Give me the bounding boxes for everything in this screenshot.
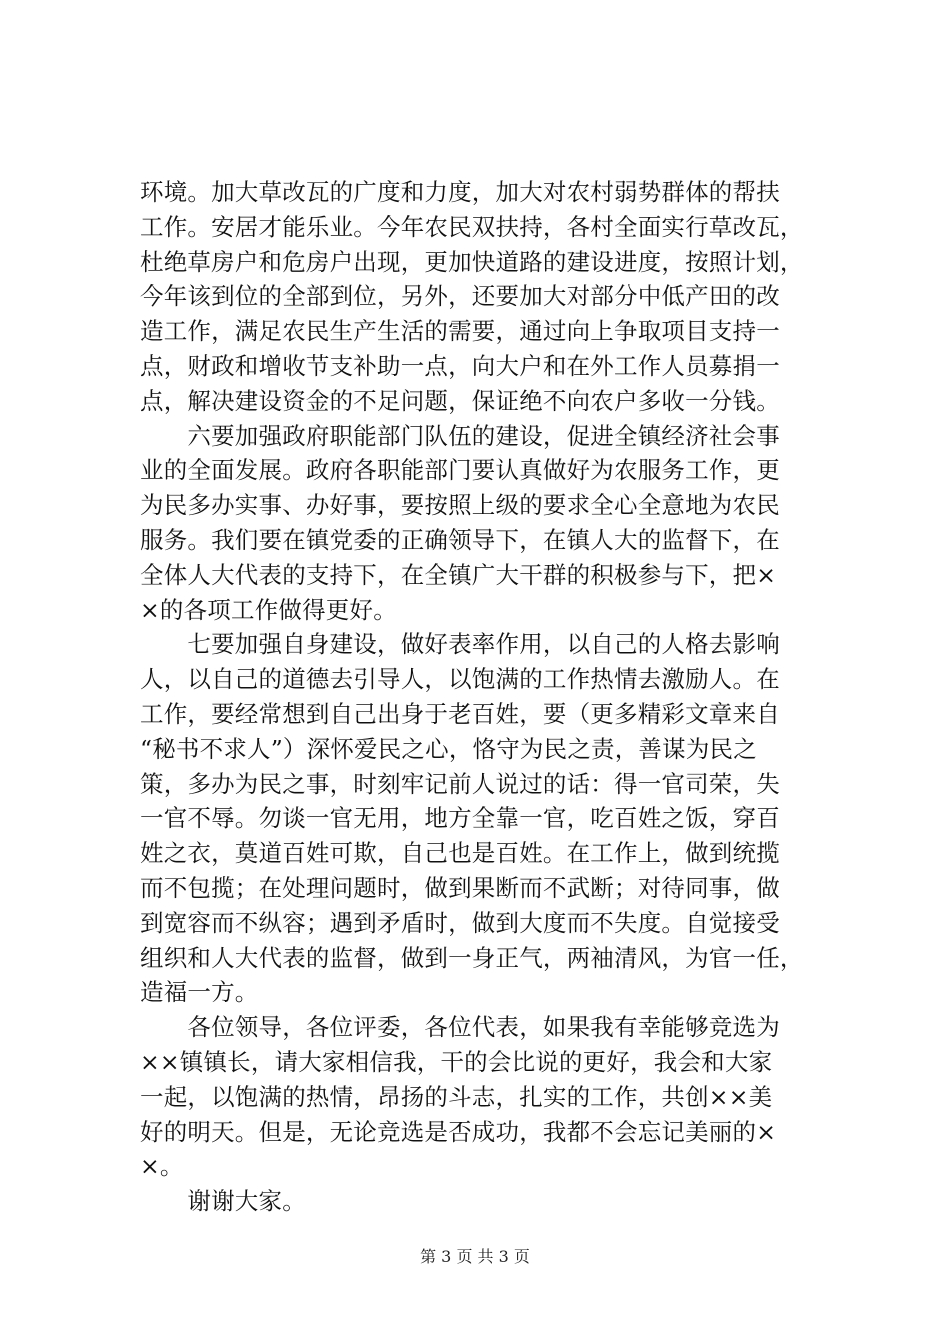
text-line: 而不包揽；在处理问题时，做到果断而不武断；对待同事，做 <box>140 873 780 902</box>
text-line: 造福一方。 <box>140 978 259 1007</box>
text-line: 造工作，满足农民生产生活的需要，通过向上争取项目支持一 <box>140 317 780 346</box>
text-line: 全体人大代表的支持下，在全镇广大干群的积极参与下，把× <box>140 560 777 589</box>
page-footer <box>0 1244 950 1267</box>
text-line: 为民多办实事、办好事，要按照上级的要求全心全意地为农民 <box>140 491 780 520</box>
text-line: 策，多办为民之事，时刻牢记前人说过的话：得一官司荣，失 <box>140 769 780 798</box>
text-line: 今年该到位的全部到位，另外，还要加大对部分中低产田的改 <box>140 282 780 311</box>
page-number: 第 3 页 共 3 页 <box>420 1247 530 1266</box>
text-line: 工作。安居才能乐业。今年农民双扶持，各村全面实行草改瓦， <box>140 212 804 241</box>
text-line: 人，以自己的道德去引导人，以饱满的工作热情去激励人。在 <box>140 665 780 694</box>
text-line: 组织和人大代表的监督，做到一身正气，两袖清风，为官一任， <box>140 943 804 972</box>
text-line: 业的全面发展。政府各职能部门要认真做好为农服务工作，更 <box>140 456 780 485</box>
text-line: “秘书不求人”）深怀爱民之心，恪守为民之责，善谋为民之 <box>140 734 757 763</box>
text-line: ×的各项工作做得更好。 <box>140 595 397 624</box>
text-line: 工作，要经常想到自己出身于老百姓，要（更多精彩文章来自 <box>140 699 780 728</box>
text-line: 环境。加大草改瓦的广度和力度，加大对农村弱势群体的帮扶 <box>140 178 780 206</box>
text-line: 谢谢大家。 <box>140 1187 306 1216</box>
text-line: 好的明天。但是，无论竞选是否成功，我都不会忘记美丽的× <box>140 1117 777 1146</box>
text-line: 杜绝草房户和危房户出现，更加快道路的建设进度，按照计划， <box>140 247 804 276</box>
text-line: 各位领导，各位评委，各位代表，如果我有幸能够竞选为 <box>140 1013 780 1042</box>
text-line: ××镇镇长，请大家相信我，干的会比说的更好，我会和大家 <box>140 1047 773 1076</box>
text-line: ×。 <box>140 1152 184 1181</box>
text-line: 姓之衣，莫道百姓可欺，自己也是百姓。在工作上，做到统揽 <box>140 839 780 868</box>
text-line: 到宽容而不纵容；遇到矛盾时，做到大度而不失度。自觉接受 <box>140 908 780 937</box>
text-line: 一起，以饱满的热情，昂扬的斗志，扎实的工作，共创××美 <box>140 1082 773 1111</box>
text-line: 六要加强政府职能部门队伍的建设，促进全镇经济社会事 <box>140 421 780 450</box>
document-body <box>140 175 840 1219</box>
text-line: 七要加强自身建设，做好表率作用，以自己的人格去影响 <box>140 630 780 659</box>
text-line: 一官不辱。勿谈一官无用，地方全靠一官，吃百姓之饭，穿百 <box>140 804 780 833</box>
text-line: 点，财政和增收节支补助一点，向大户和在外工作人员募捐一 <box>140 351 780 380</box>
text-line: 点，解决建设资金的不足问题，保证绝不向农户多收一分钱。 <box>140 386 780 415</box>
text-line: 服务。我们要在镇党委的正确领导下，在镇人大的监督下，在 <box>140 525 780 554</box>
